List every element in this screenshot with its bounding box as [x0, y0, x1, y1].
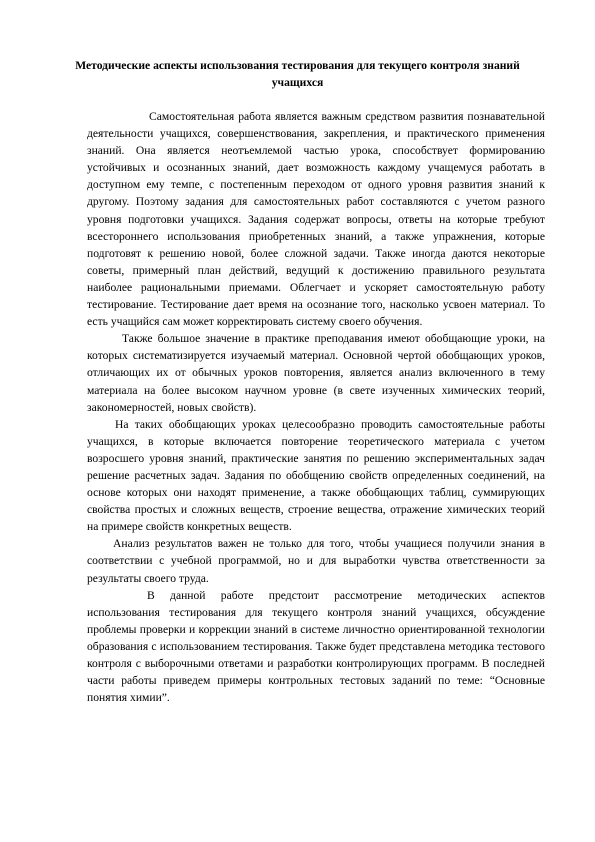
paragraph-4: Анализ результатов важен не только для того, чтобы учащиеся получили знания в соответствии с учебной программой, но и для выработки чувства ответственности за результаты своего труда.	[87, 537, 545, 585]
paragraph-5: В данной работе предстоит рассмотрение методических аспектов использования тестирования для текущего контроля знаний учащихся, обсуждение проблемы проверки и коррекции знаний в системе личностно ориентированной технологии образования с использованием тестирования. Также будет представлена методика тестового контроля с выборочными ответами и разработки контролирующих программ. В последней части работы приведем примеры контрольных тестовых заданий по теме: “Основные понятия химии”.	[87, 588, 545, 705]
paragraph-2: Также большое значение в практике преподавания имеют обобщающие уроки, на которых систематизируется изучаемый материал. Основной чертой обобщающих уроков, отличающих их от обычных уроков повторения, является анализ включенного в тему материала на более высоком научном уровне (в свете изученных химических теорий, закономерностей, новых свойств).	[87, 332, 545, 414]
document-body	[87, 108, 545, 706]
paragraph-3: На таких обобщающих уроках целесообразно проводить самостоятельные работы учащихся, в которые включается повторение теоретического материала с учетом возросшего уровня знаний, практические занятия по решению экспериментальных задач решение расчетных задач. Задания по обобщению свойств определенных соединений, на основе которых они находят применение, а также обобщающих таблиц, суммирующих свойства простых и сложных веществ, строение вещества, отражение химических теорий на примере свойств конкретных веществ.	[87, 417, 545, 534]
paragraph-1: Самостоятельная работа является важным средством развития познавательной деятельности учащихся, совершенствования, закрепления, и практического применения знаний. Она является неотъемлемой частью урока, способствует формированию устойчивых и осознанных знаний, дает возможность каждому учащемуся работать в доступном ему темпе, с постепенным переходом от одного уровня развития знаний к другому. Поэтому задания для самостоятельных работ составляются с учетом разного уровня подготовки учащихся. Задания содержат вопросы, ответы на которые требуют всестороннего использования приобретенных знаний, а также упражнения, которые подготовят к решению новой, более сложной задачи. Также иногда даются некоторые советы, примерный план действий, ведущий к достижению правильного результата наиболее рациональными приемами. Облегчает и ускоряет самостоятельную работу тестирование. Тестирование дает время на осознание того, насколько усвоен материал. То есть учащийся сам может корректировать систему своего обучения.	[87, 110, 545, 329]
document-title: Методические аспекты использования тестирования для текущего контроля знаний учащихся	[75, 59, 520, 89]
